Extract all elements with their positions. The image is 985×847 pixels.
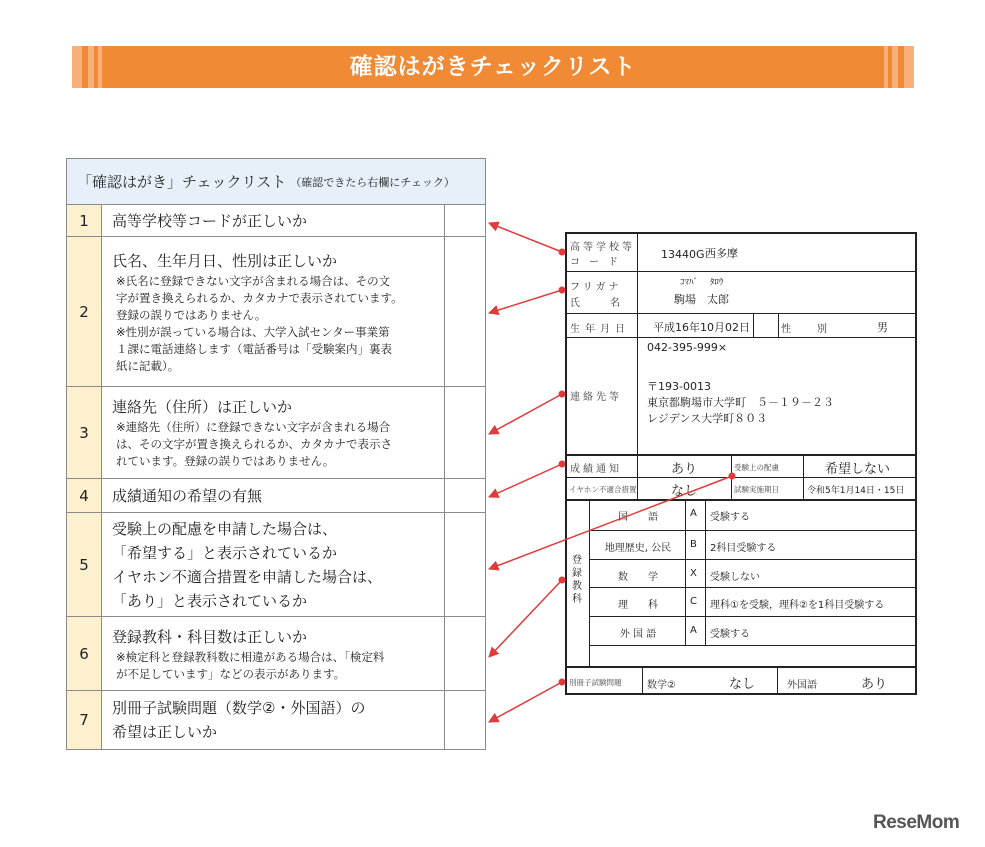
subjects-label: 登録教科: [572, 555, 582, 605]
subject-code: X: [690, 568, 697, 579]
accommodation-value: 希望しない: [825, 462, 891, 477]
subject-code: A: [690, 508, 697, 519]
school-code-value: 13440G: [661, 248, 705, 261]
checklist-header-note: （確認できたら右欄にチェック）: [290, 175, 455, 189]
check-item-text: 「希望する」と表示されているか: [112, 543, 338, 562]
school-code-label: 高等学校等: [570, 242, 635, 253]
subject-name: 地理歴史, 公民: [604, 543, 672, 554]
math2-value: なし: [729, 677, 756, 692]
check-item-note: 登録の誤りではありません。: [116, 307, 267, 322]
arrow-anchor-dot: [559, 679, 566, 686]
dob-value: 平成16年10月02日: [653, 321, 750, 334]
row-number: 1: [67, 205, 102, 236]
check-item-text: 氏名、生年月日、性別は正しいか: [112, 251, 338, 270]
row-number: 5: [67, 513, 102, 616]
earphone-value: なし: [671, 484, 698, 499]
dob-label: 生年月日: [570, 324, 630, 335]
check-item-text: 成績通知の希望の有無: [112, 486, 263, 505]
gender-value: 男: [877, 321, 888, 334]
check-item-note: れています。登録の誤りではありません。: [116, 454, 335, 468]
row-number: 2: [67, 237, 102, 386]
check-item-note: ※連絡先（住所）に登録できない文字が含まれる場合: [116, 420, 391, 434]
check-item-note: ※検定科と登録教科数に相違がある場合は、「検定料: [116, 649, 385, 664]
check-item-note: ※性別が誤っている場合は、大学入試センター事業第: [116, 324, 390, 339]
arrow-anchor-dot: [559, 287, 566, 294]
postal-value: 〒193-0013: [647, 380, 711, 393]
check-item-text: 登録教科・科目数は正しいか: [112, 627, 308, 646]
arrow-anchor-dot: [729, 473, 736, 480]
check-item-note: 字が置き換えられるか、カタカナで表示されています。: [116, 290, 403, 305]
subject-description: 2科目受験する: [710, 543, 777, 554]
arrow-anchor-dot: [559, 249, 566, 256]
name-value: 駒場 太郎: [674, 293, 729, 306]
resemom-logo: ReseMom: [873, 812, 960, 833]
subject-description: 受験する: [710, 512, 750, 523]
connector-arrow: [489, 464, 562, 497]
check-item-note: ※氏名に登録できない文字が含まれる場合は、その文: [116, 273, 391, 288]
connector-arrow: [489, 394, 562, 434]
row-number: 4: [67, 479, 102, 512]
subject-description: 理科①を受験，理科②を1科目受験する: [710, 600, 885, 611]
connector-arrow: [489, 682, 562, 722]
check-item-text: イヤホン不適合措置を申請した場合は、: [112, 567, 383, 586]
arrow-anchor-dot: [559, 461, 566, 468]
subject-code: C: [690, 596, 697, 607]
exam-date-value: 令和5年1月14日・15日: [807, 486, 905, 496]
page-title: 確認はがきチェックリスト: [349, 54, 637, 80]
check-item-note: １課に電話連絡します（電話番号は「受験案内」裏表: [116, 341, 392, 356]
subject-code: A: [690, 625, 697, 636]
connector-arrow: [489, 290, 562, 313]
foreign-value: あり: [861, 677, 888, 692]
checklist-header-title: 「確認はがき」チェックリスト: [77, 173, 287, 191]
check-item-text: 別冊子試験問題（数学②・外国語）の: [112, 699, 366, 717]
row-number: 7: [67, 691, 102, 749]
subject-description: 受験しない: [710, 572, 760, 583]
accommodation-label: 受験上の配慮: [734, 463, 779, 472]
contact-label: 連絡先等: [570, 392, 622, 403]
booklet-label: 別冊子試験問題: [569, 678, 622, 687]
subject-name: 国 語: [618, 512, 658, 523]
check-item-note: が不足しています」などの表示があります。: [116, 666, 346, 681]
earphone-label: イヤホン不適合措置: [569, 485, 637, 494]
foreign-label: 外国語: [787, 680, 817, 691]
check-item-text: 高等学校等コードが正しいか: [112, 211, 308, 230]
subject-description: 受験する: [710, 629, 750, 640]
connector-arrow: [489, 476, 732, 569]
score-notice-value: あり: [671, 462, 698, 477]
connector-arrow: [489, 580, 562, 657]
furigana-label: フリガナ: [570, 282, 622, 293]
furigana-value: ｺﾏﾊﾞ ﾀﾛｳ: [680, 278, 724, 288]
subject-name: 外 国 語: [619, 629, 657, 640]
check-item-text: 受験上の配慮を申請した場合は、: [112, 519, 338, 538]
address-line-2: レジデンス大学町８０３: [647, 412, 768, 425]
exam-date-label: 試験実施期日: [734, 485, 779, 494]
check-item-text: 「あり」と表示されているか: [112, 591, 308, 610]
math2-label: 数学②: [647, 680, 676, 691]
connector-arrow: [489, 223, 562, 252]
school-name-value: 西多摩: [705, 247, 738, 260]
check-item-note: は、その文字が置き換えられるか、カタカナで表示さ: [116, 437, 392, 451]
subject-code: B: [690, 539, 697, 550]
subject-name: 理 科: [618, 600, 658, 611]
school-code-label-2: コード: [570, 257, 627, 268]
gender-label: 性 別: [781, 324, 829, 335]
check-item-text: 連絡先（住所）は正しいか: [112, 398, 293, 416]
phone-value: 042-395-999×: [647, 341, 728, 354]
row-number: 3: [67, 387, 102, 478]
check-item-note: 紙に記載）。: [116, 358, 180, 373]
score-notice-label: 成績通知: [570, 464, 622, 475]
address-line-1: 東京都駒場市大学町 ５－１９－２３: [647, 396, 834, 409]
row-number: 6: [67, 617, 102, 690]
name-label: 氏名: [570, 298, 650, 309]
subject-name: 数 学: [618, 572, 658, 583]
arrow-anchor-dot: [559, 577, 566, 584]
arrow-anchor-dot: [559, 391, 566, 398]
check-item-text: 希望は正しいか: [112, 723, 218, 741]
